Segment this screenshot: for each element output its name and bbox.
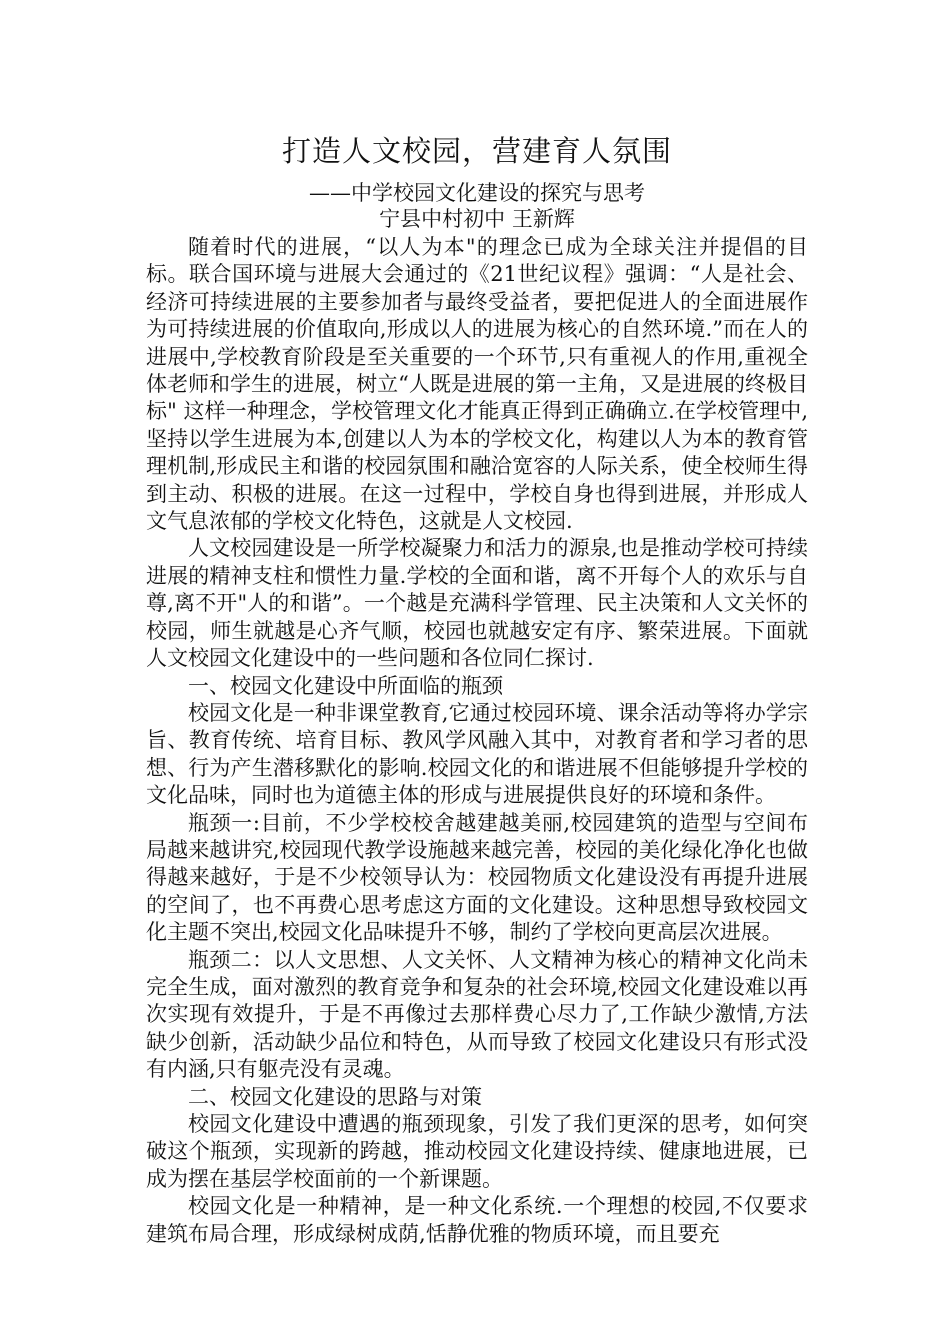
- section-heading-strategies: 二、校园文化建设的思路与对策: [188, 1084, 482, 1109]
- section-heading-bottlenecks: 一、校园文化建设中所面临的瓶颈: [188, 673, 503, 698]
- paragraph-spirit: 校园文化是一种精神，是一种文化系统.一个理想的校园,不仅要求建筑布局合理，形成绿树成荫,恬静优雅的物质环境，而且要充: [146, 1194, 808, 1246]
- paragraph-bottleneck-one: 瓶颈一:目前，不少学校校舍越建越美丽,校园建筑的造型与空间布局越来越讲究,校园现代教学设施越来越完善，校园的美化绿化净化也做得越来越好，于是不少校领导认为：校园物质文化建设没有再提升进展的空间了，也不再费心思考虑这方面的文化建设。这种思想导致校园文化主题不突出,校园文化品味提升不够，制约了学校向更高层次进展。: [146, 810, 808, 945]
- document-body: [146, 234, 808, 1248]
- paragraph-intro: 随着时代的进展，“以人为本"的理念已成为全球关注并提倡的目标。联合国环境与进展大会通过的《21世纪议程》强调：“人是社会、经济可持续进展的主要参加者与最终受益者，要把促进人的全面进展作为可持续进展的价值取向,形成以人的进展为核心的自然环境.”而在人的进展中,学校教育阶段是至关重要的一个环节,只有重视人的作用,重视全体老师和学生的进展，树立“人既是进展的第一主角，又是进展的终极目标" 这样一种理念，学校管理文化才能真正得到正确确立.在学校管理中,坚持以学生进展为本,创建以人为本的学校文化，构建以人为本的教育管理机制,形成民主和谐的校园氛围和融洽宽容的人际关系，使全校师生得到主动、积极的进展。在这一过程中，学校自身也得到进展，并形成人文气息浓郁的学校文化特色，这就是人文校园.: [146, 235, 808, 534]
- document-author: 宁县中村初中 王新辉: [379, 207, 575, 231]
- document-subtitle: ——中学校园文化建设的探究与思考: [309, 181, 645, 205]
- paragraph-reflection: 校园文化建设中遭遇的瓶颈现象，引发了我们更深的思考，如何突破这个瓶颈，实现新的跨越，推动校园文化建设持续、健康地进展，已成为摆在基层学校面前的一个新课题。: [146, 1112, 808, 1191]
- paragraph-bottleneck-two: 瓶颈二：以人文思想、人文关怀、人文精神为核心的精神文化尚未完全生成，面对激烈的教育竞争和复杂的社会环境,校园文化建设难以再次实现有效提升，于是不再像过去那样费心尽力了,工作缺少激情,方法缺少创新，活动缺少品位和特色，从而导致了校园文化建设只有形式没有内涵,只有躯壳没有灵魂。: [146, 947, 808, 1082]
- document-title: 打造人文校园，营建育人氛围: [281, 134, 672, 168]
- paragraph-campus-culture: 校园文化是一种非课堂教育,它通过校园环境、课余活动等将办学宗旨、教育传统、培育目标、教风学风融入其中，对教育者和学习者的思想、行为产生潜移默化的影响.校园文化的和谐进展不但能够提升学校的文化品味，同时也为道德主体的形成与进展提供良好的环境和条件。: [146, 700, 808, 808]
- paragraph-humanistic-campus: 人文校园建设是一所学校凝聚力和活力的源泉,也是推动学校可持续进展的精神支柱和惯性力量.学校的全面和谐，离不开每个人的欢乐与自尊,离不开"人的和谐”。一个越是充满科学管理、民主决策和人文关怀的校园，师生就越是心齐气顺，校园也就越安定有序、繁荣进展。下面就人文校园文化建设中的一些问题和各位同仁探讨.: [146, 536, 808, 671]
